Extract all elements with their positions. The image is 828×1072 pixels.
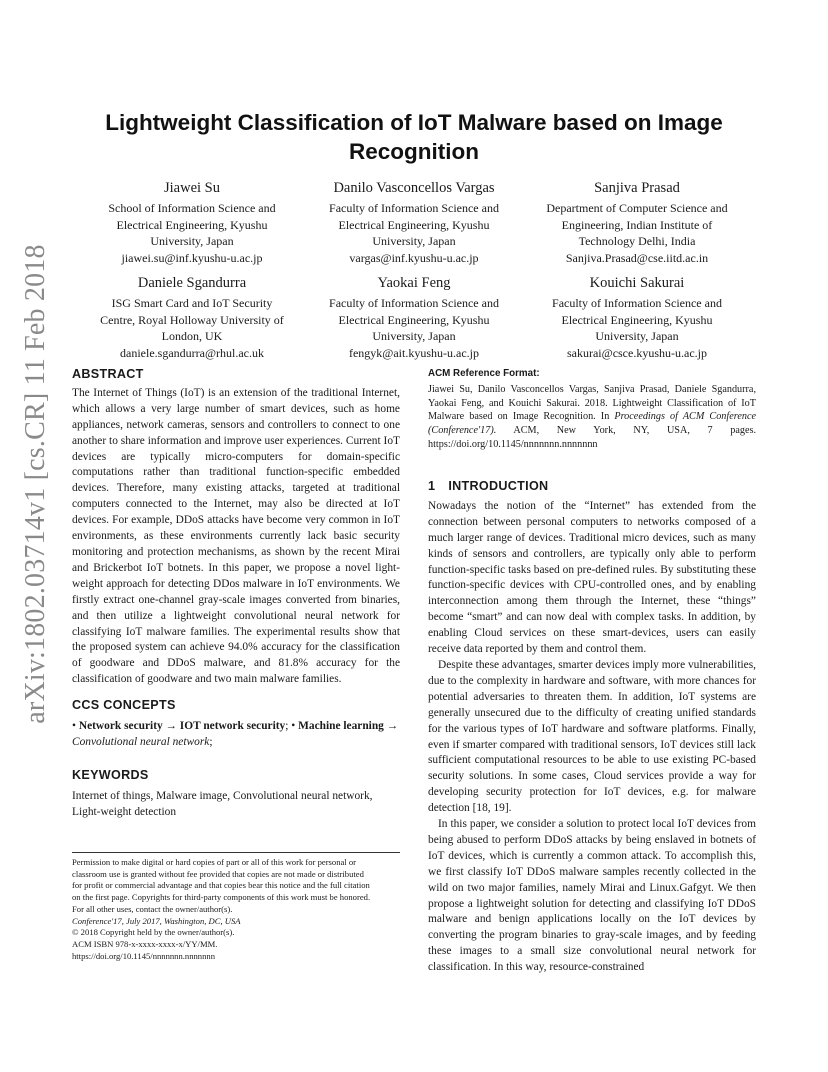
ccs-concept-2-sub: Convolutional neural network (72, 735, 210, 748)
keywords-section (72, 768, 400, 821)
author-block (299, 179, 529, 266)
author-name: Kouichi Sakurai (589, 275, 685, 291)
acm-reference-venue: Proceedings of ACM Conference (Conference'17). (428, 411, 756, 437)
ccs-concept-1-sub: IOT network security (179, 719, 286, 732)
permission-footnote (72, 857, 402, 962)
ccs-bullet: • (291, 719, 296, 732)
title-line-2: Recognition (349, 139, 479, 164)
footnote-rule (72, 852, 400, 853)
ccs-end: ; (209, 735, 213, 748)
section-title: INTRODUCTION (448, 479, 549, 493)
ccs-bullet: • (72, 719, 76, 732)
ccs-arrow: → (162, 719, 180, 732)
ccs-concepts (72, 719, 400, 751)
ccs-concept-2: Machine learning (298, 719, 384, 732)
author-affiliation: Technology Delhi, India (578, 234, 696, 248)
footnote-line: For all other uses, contact the owner/author(s). (72, 903, 233, 914)
author-affiliation: London, UK (161, 329, 223, 343)
footnote-line: for profit or commercial advantage and that copies bear this notice and the full citation (72, 880, 370, 891)
author-block (299, 274, 529, 361)
author-affiliation: University, Japan (150, 234, 234, 248)
acm-reference-text (428, 383, 756, 452)
author-name: Daniele Sgandurra (137, 275, 247, 291)
copyright-line: © 2018 Copyright held by the owner/author(s). (72, 927, 235, 938)
author-email: vargas@inf.kyushu-u.ac.jp (349, 250, 479, 265)
footnote-line: classroom use is granted without fee provided that copies are not made or distributed (72, 868, 364, 879)
author-name: Sanjiva Prasad (594, 180, 680, 196)
acm-reference-part: Jiawei Su, Danilo Vasconcellos Vargas, Sanjiva Prasad, Daniele Sgandurra, Yaokai Feng, and Kouichi Sakurai. 2018. Lightweight Classification of IoT Malware based on Image Recognition. In (428, 383, 756, 423)
author-block (77, 179, 307, 266)
author-name: Jiawei Su (164, 180, 220, 196)
ccs-arrow: → (383, 719, 399, 732)
author-affiliation: Electrical Engineering, Kyushu (561, 312, 713, 327)
isbn-line: ACM ISBN 978-x-xxxx-xxxx-x/YY/MM. (72, 938, 218, 949)
introduction-section (428, 479, 756, 976)
intro-paragraph-2: Despite these advantages, smarter devices imply more vulnerabilities, due to the complexity in hardware and software, with more chances for potential adversaries to threaten them. In addition, IoT systems are generally unsecured due to the difficulty of creating unified standards for the various types of IoT hardware and software platforms. Finally, even if smarter compared with traditional sensors, IoT devices still lack sufficient computational resources to be able to use existing PC-based security solutions. In some cases, Cloud services provide a way for developing security protection for IoT devices, e.g. for malware detection [18, 19]. (428, 658, 756, 815)
section-number: 1 (428, 479, 436, 493)
abstract-heading: ABSTRACT (72, 367, 144, 381)
author-affiliation: University, Japan (372, 234, 456, 248)
author-affiliation: Faculty of Information Science and (329, 201, 499, 215)
author-name: Danilo Vasconcellos Vargas (333, 180, 495, 196)
author-name: Yaokai Feng (377, 275, 451, 291)
intro-paragraph-3: In this paper, we consider a solution to protect local IoT devices from being abused to perform DDoS attacks by being enslaved in botnets of IoT devices, which is currently a common attack. To accomplish this, we first classify IoT DDoS malware samples recently collected in the wild on two major families, namely Mirai and Linux.Gafgyt. We then propose a lightweight solution for detecting and classifying IoT DDoS malware and benign applications locally on the IoT devices by converting the program binaries to gray-scale images, and by feeding these images to a small size convolutional neural network for classification. In this way, resource-constrained (428, 818, 756, 974)
paper-title (72, 108, 756, 166)
author-affiliation: Electrical Engineering, Kyushu (116, 217, 268, 232)
footnote-line: on the first page. Copyrights for third-party components of this work must be honored. (72, 892, 371, 903)
author-email: daniele.sgandurra@rhul.ac.uk (120, 345, 264, 360)
acm-reference-doi: ACM, New York, NY, USA, 7 pages. https://doi.org/10.1145/nnnnnnn.nnnnnnn (428, 425, 756, 450)
abstract-section (72, 367, 400, 688)
author-email: jiawei.su@inf.kyushu-u.ac.jp (121, 250, 263, 265)
acm-reference-format (428, 367, 756, 452)
author-affiliation: Faculty of Information Science and (329, 296, 499, 310)
author-block (77, 274, 307, 361)
author-affiliation: Faculty of Information Science and (552, 296, 722, 310)
ccs-concept-1: Network security (78, 719, 163, 732)
author-affiliation: ISG Smart Card and IoT Security (111, 296, 273, 310)
author-affiliation: Electrical Engineering, Kyushu (338, 217, 490, 232)
author-affiliation: School of Information Science and (108, 201, 276, 215)
footnote-line: Permission to make digital or hard copies of part or all of this work for personal or (72, 857, 357, 867)
keywords-heading: KEYWORDS (72, 768, 149, 782)
intro-paragraph-1: Nowadays the notion of the “Internet” has extended from the connection between personal computers to networks composed of a much larger range of devices. Traditional micro devices, such as many kinds of sensors and controllers, are typically only able to perform function-specific tasks based on pre-defined rules. By substituting these function-specific devices with CPU-controlled ones, and by enabling interconnection among them through the Internet, these “things” become “smart” and can now deal with complex tasks. In addition, by enabling Cloud services on these smart-devices, users can easily receive data reported by them and control them. (428, 499, 756, 656)
author-block (522, 274, 752, 361)
arxiv-identifier-text: arXiv:1802.03714v1 [cs.CR] 11 Feb 2018 (20, 244, 51, 724)
conference-info: Conference'17, July 2017, Washington, DC, USA (72, 915, 241, 926)
acm-reference-heading: ACM Reference Format: (428, 368, 540, 379)
author-email: sakurai@csce.kyushu-u.ac.jp (566, 345, 707, 360)
title-line-1: Lightweight Classification of IoT Malware based on Image (105, 110, 723, 135)
ccs-separator: ; (285, 719, 292, 732)
author-affiliation: Centre, Royal Holloway University of (100, 312, 284, 327)
ccs-section (72, 698, 400, 751)
ccs-heading: CCS CONCEPTS (72, 698, 176, 712)
abstract-text: The Internet of Things (IoT) is an extension of the traditional Internet, which allows a very large number of smart devices, such as home appliances, network cameras, sensors and controllers to connect to one another to share information and improve user experiences. Current IoT devices are typically micro-computers for domain-specific computations rather than traditional function-specific embedded devices. Therefore, many existing attacks, targeted at traditional computers connected to the Internet, may also be directed at IoT devices. For example, DDoS attacks have become very common in IoT environments, as these environments currently lack basic security monitoring and protection mechanisms, as shown by the recent Mirai and Brickerbot IoT botnets. In this paper, we propose a novel light-weight approach for detecting DDos malware in IoT environments. We firstly extract one-channel gray-scale images converted from binaries, and then utilize a lightweight convolutional neural network for classifying IoT malware families. The experimental results show that the proposed system can achieve 94.0% accuracy for the classification of goodware and DDoS malware, and 81.8% accuracy for the classification of goodware and two main malware families. (72, 386, 400, 686)
arxiv-identifier (14, 244, 58, 724)
author-affiliation: University, Japan (595, 329, 679, 343)
author-email: fengyk@ait.kyushu-u.ac.jp (348, 345, 480, 360)
author-affiliation: University, Japan (372, 329, 456, 343)
keywords-text: Internet of things, Malware image, Convolutional neural network, Light-weight detection (72, 789, 373, 818)
doi-link[interactable]: https://doi.org/10.1145/nnnnnnn.nnnnnnn (72, 950, 215, 961)
author-affiliation: Electrical Engineering, Kyushu (338, 312, 490, 327)
author-affiliation: Engineering, Indian Institute of (561, 217, 713, 232)
author-email: Sanjiva.Prasad@cse.iitd.ac.in (565, 250, 709, 265)
introduction-heading (428, 479, 756, 495)
author-block (522, 179, 752, 266)
author-affiliation: Department of Computer Science and (546, 201, 728, 215)
